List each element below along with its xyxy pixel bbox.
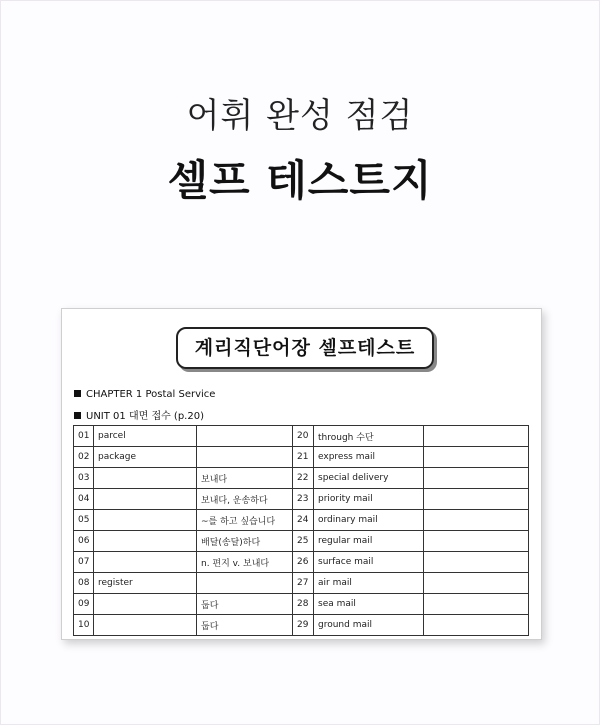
meaning-cell: [424, 573, 529, 594]
word-cell: [94, 531, 197, 552]
worksheet-title: 계리직단어장 셀프테스트: [176, 327, 434, 369]
word-cell: register: [94, 573, 197, 594]
row-number: 23: [293, 489, 314, 510]
meaning-cell: [424, 552, 529, 573]
table-row: [74, 426, 529, 447]
word-cell: [94, 615, 197, 636]
table-row: [74, 531, 529, 552]
word-cell: ground mail: [314, 615, 424, 636]
row-number: 21: [293, 447, 314, 468]
meaning-cell: [424, 510, 529, 531]
meaning-cell: ~를 하고 싶습니다: [197, 510, 293, 531]
unit-label: UNIT 01 대면 접수 (p.20): [86, 411, 204, 422]
word-cell: regular mail: [314, 531, 424, 552]
meaning-cell: 둡다: [197, 594, 293, 615]
bullet-square-icon: [74, 412, 81, 419]
row-number: 07: [74, 552, 94, 573]
word-cell: surface mail: [314, 552, 424, 573]
word-cell: parcel: [94, 426, 197, 447]
word-cell: package: [94, 447, 197, 468]
table-row: [74, 447, 529, 468]
row-number: 09: [74, 594, 94, 615]
chapter-label: CHAPTER 1 Postal Service: [86, 389, 216, 400]
meaning-cell: n. 편지 v. 보내다: [197, 552, 293, 573]
row-number: 25: [293, 531, 314, 552]
meaning-cell: [424, 615, 529, 636]
word-cell: [94, 468, 197, 489]
headline-subtitle: 어휘 완성 점검: [186, 96, 414, 136]
bullet-square-icon: [74, 390, 81, 397]
word-cell: [94, 552, 197, 573]
meaning-cell: [424, 426, 529, 447]
table-row: [74, 468, 529, 489]
meaning-cell: 배달(송달)하다: [197, 531, 293, 552]
row-number: 03: [74, 468, 94, 489]
meaning-cell: [197, 573, 293, 594]
word-cell: [94, 489, 197, 510]
meaning-cell: 보내다: [197, 468, 293, 489]
row-number: 05: [74, 510, 94, 531]
word-cell: [94, 594, 197, 615]
row-number: 29: [293, 615, 314, 636]
row-number: 04: [74, 489, 94, 510]
word-cell: priority mail: [314, 489, 424, 510]
meaning-cell: [197, 426, 293, 447]
table-row: [74, 573, 529, 594]
word-cell: [94, 510, 197, 531]
table-row: [74, 594, 529, 615]
table-row: [74, 615, 529, 636]
row-number: 27: [293, 573, 314, 594]
table-row: [74, 489, 529, 510]
row-number: 20: [293, 426, 314, 447]
word-cell: through 수단: [314, 426, 424, 447]
meaning-cell: [424, 447, 529, 468]
meaning-cell: 보내다, 운송하다: [197, 489, 293, 510]
chapter-line: [74, 389, 215, 400]
word-cell: sea mail: [314, 594, 424, 615]
meaning-cell: [424, 531, 529, 552]
worksheet-preview: [61, 308, 542, 640]
meaning-cell: [424, 594, 529, 615]
row-number: 06: [74, 531, 94, 552]
table-row: [74, 510, 529, 531]
word-cell: special delivery: [314, 468, 424, 489]
table-row: [74, 552, 529, 573]
row-number: 02: [74, 447, 94, 468]
meaning-cell: [424, 489, 529, 510]
row-number: 28: [293, 594, 314, 615]
row-number: 08: [74, 573, 94, 594]
vocab-table: [73, 425, 529, 636]
meaning-cell: [424, 468, 529, 489]
word-cell: express mail: [314, 447, 424, 468]
unit-line: [74, 407, 204, 422]
word-cell: ordinary mail: [314, 510, 424, 531]
word-cell: air mail: [314, 573, 424, 594]
meaning-cell: [197, 447, 293, 468]
row-number: 24: [293, 510, 314, 531]
row-number: 26: [293, 552, 314, 573]
row-number: 01: [74, 426, 94, 447]
meaning-cell: 둡다: [197, 615, 293, 636]
headline-title: 셀프 테스트지: [167, 156, 433, 205]
row-number: 10: [74, 615, 94, 636]
row-number: 22: [293, 468, 314, 489]
